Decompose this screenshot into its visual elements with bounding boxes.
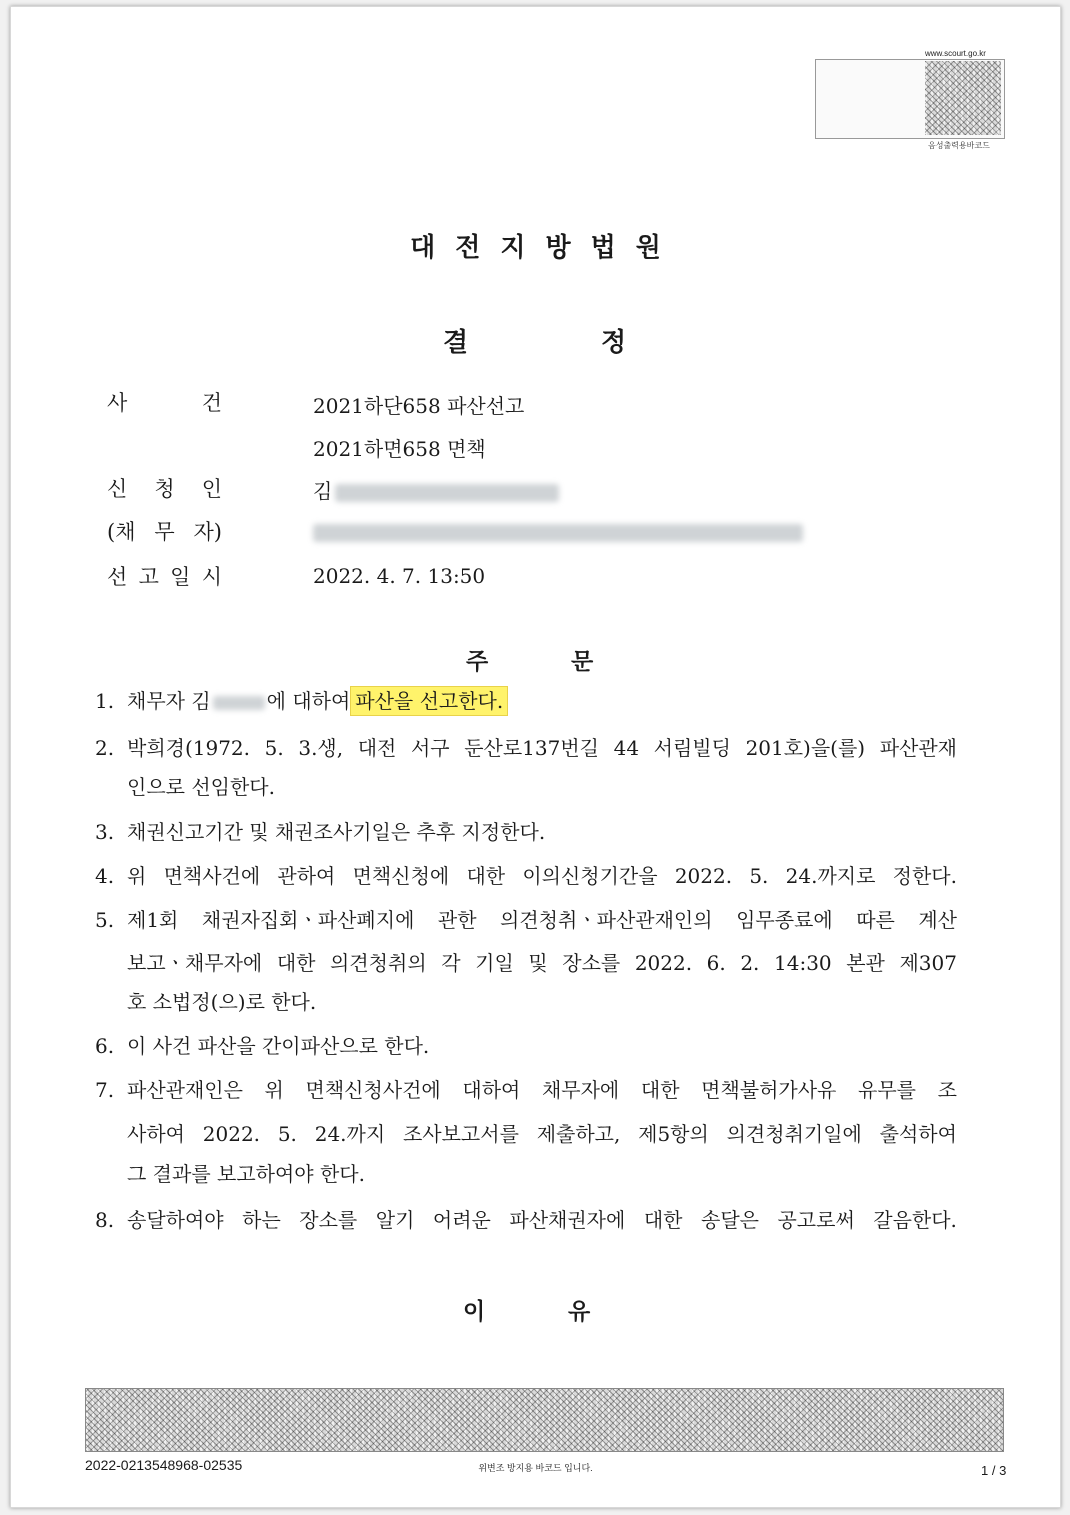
order-item-5-line-3: 호 소법정(으)로 한다. [127, 990, 317, 1014]
page-number: 1 / 3 [981, 1463, 1007, 1478]
debtor-address [313, 519, 803, 543]
decision-date: 2022. 4. 7. 13:50 [313, 564, 486, 588]
order-item-5-line-1: 제1회 채권자집회ㆍ파산폐지에 관한 의견청취ㆍ파산관재인의 임무종료에 따른 계산 [127, 908, 957, 932]
case-number-2: 2021하면658 면책 [313, 437, 486, 461]
order-item-7: 7. [95, 1078, 115, 1102]
case-number-1: 2021하단658 파산선고 [313, 394, 525, 418]
barcode-label: 음성출력용바코드 [928, 141, 990, 150]
order-title-1: 주 [466, 648, 489, 675]
anti-forgery-barcode-icon [85, 1388, 1004, 1452]
order-item-5: 5. [95, 908, 115, 932]
highlight: 파산을 선고한다. [350, 686, 508, 716]
decision-title-1: 결 [443, 328, 469, 358]
order-item-2-line-1: 박희경(1972. 5. 3.생, 대전 서구 둔산로137번길 44 서림빌딩 201호)을(를) 파산관재 [127, 736, 957, 760]
order-item-8: 8. [95, 1208, 115, 1232]
order-item-4-line-1: 위 면책사건에 관하여 면책신청에 대한 이의신청기간을 2022. 5. 24.까지로 정한다. [127, 864, 957, 888]
order-item-4: 4. [95, 864, 115, 888]
decision-title-2: 정 [601, 328, 627, 358]
order-item-2-line-2: 인으로 선임한다. [127, 775, 275, 799]
order-item-8-line-1: 송달하여야 하는 장소를 알기 어려운 파산채권자에 대한 송달은 공고로써 갈음한다. [127, 1208, 957, 1232]
reason-title-2: 유 [568, 1298, 591, 1325]
document-id: 2022-0213548968-02535 [85, 1457, 243, 1473]
applicant-value [313, 475, 559, 504]
redacted-address [313, 524, 803, 542]
redacted-applicant [335, 484, 559, 502]
site-url: www.scourt.go.kr [925, 49, 986, 58]
order-title-2: 문 [571, 648, 594, 675]
label-debtor: (채 무 자) [107, 520, 222, 544]
order-item-7-line-3: 그 결과를 보고하여야 한다. [127, 1162, 365, 1186]
label-date: 선 고 일 시 [107, 565, 222, 589]
barcode-notice: 위변조 방지용 바코드 입니다. [478, 1463, 593, 1473]
order-item-2: 2. [95, 736, 115, 760]
order-item-7-line-1: 파산관재인은 위 면책신청사건에 대하여 채무자에 대한 면책불허가사유 유무를 조 [127, 1078, 957, 1102]
reason-title-1: 이 [463, 1298, 486, 1325]
document-page [10, 6, 1061, 1508]
order-item-7-line-2: 사하여 2022. 5. 24.까지 조사보고서를 제출하고, 제5항의 의견청취기일에 출석하여 [127, 1122, 957, 1146]
label-applicant: 신 청 인 [107, 477, 222, 501]
audio-barcode-icon [925, 61, 1001, 135]
order-item-3: 3. 채권신고기간 및 채권조사기일은 추후 지정한다. [95, 820, 546, 844]
order-item-5-line-2: 보고ㆍ채무자에 대한 의견청취의 각 기일 및 장소를 2022. 6. 2. 14:30 본관 제307 [127, 951, 957, 975]
applicant-prefix: 김 [313, 479, 333, 503]
court-name: 대전지방법원 [410, 233, 681, 263]
label-case: 사 건 [107, 391, 222, 415]
order-item-1: 1. 채무자 김 에 대하여 파산을 선고한다. [95, 691, 508, 711]
order-item-6: 6. 이 사건 파산을 간이파산으로 한다. [95, 1034, 430, 1058]
redacted-name [213, 696, 265, 710]
